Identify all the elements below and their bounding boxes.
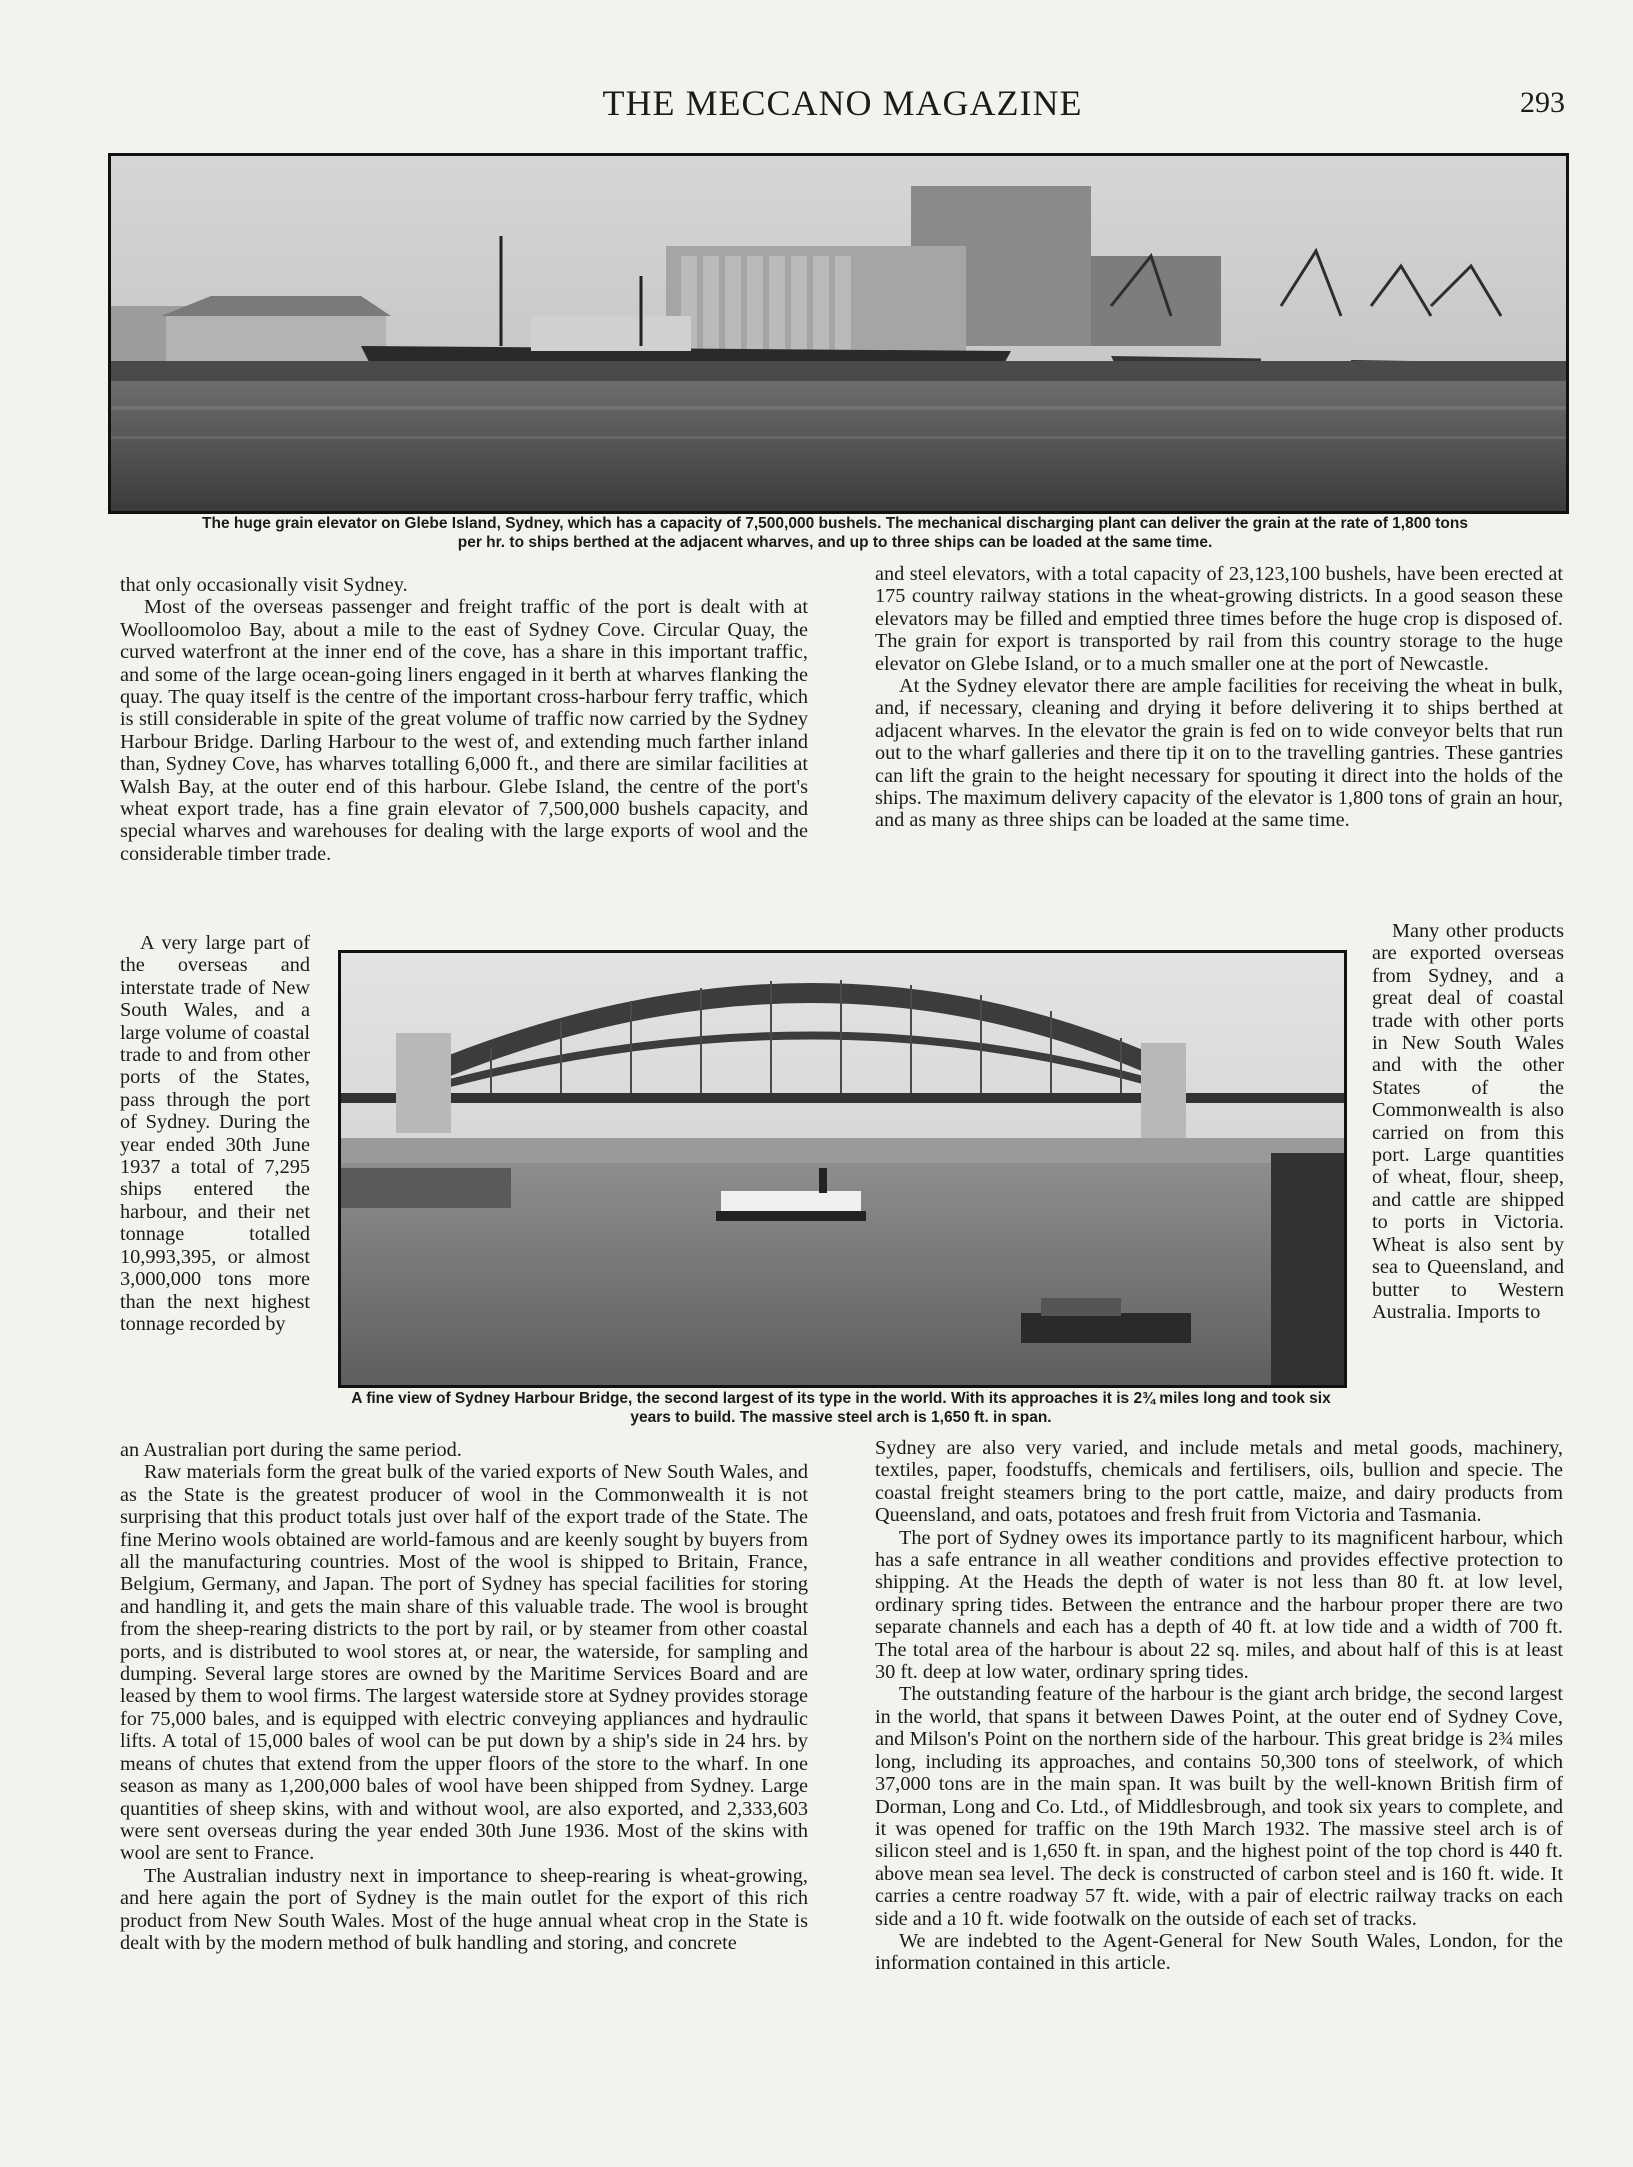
right-column-top: [875, 563, 1563, 832]
right-column-bottom: [875, 1437, 1563, 1975]
right-paragraph-6: We are indebted to the Agent-General for New South Wales, London, for the information contained in this article.: [875, 1929, 1563, 1975]
harbour-bridge-caption: A fine view of Sydney Harbour Bridge, the second largest of its type in the world. With its approaches it is 2¾ miles long and took six years to build. The massive steel arch is 1,650 ft. in span.: [351, 1390, 1331, 1426]
right-narrow-text: Many other products are exported overseas from Sydney, and a great deal of coastal trade with other ports in New South Wales and with the other States of the Commonwealth is also carried on from this port. Large quantities of wheat, flour, sheep, and cattle are shipped to ports in Victoria. Wheat is also sent by sea to Queensland, and butter to Western Australia. Imports to: [1372, 920, 1564, 1323]
left-column-top: [120, 574, 808, 865]
right-paragraph-3: Sydney are also very varied, and include metals and metal goods, machinery, textiles, paper, foodstuffs, chemicals and fertilisers, oils, bullion and specie. The coastal freight steamers bring to the port cattle, maize, and dairy products from Queensland, and oats, potatoes and fresh fruit from Victoria and Tasmania.: [875, 1437, 1563, 1527]
right-paragraph-1: and steel elevators, with a total capacity of 23,123,100 bushels, have been erected at 175 country railway stations in the wheat-growing districts. In a good season these elevators may be filled and emptied three times before the huge crop is disposed of. The grain for export is transported by rail from this country storage to the huge elevator on Glebe Island, or to a much smaller one at the port of Newcastle.: [875, 563, 1563, 675]
grain-elevator-photo: [108, 153, 1569, 514]
harbour-bridge-illustration: [341, 953, 1344, 1385]
left-paragraph-2: Most of the overseas passenger and freight traffic of the port is dealt with at Woolloomoloo Bay, about a mile to the east of Sydney Cove. Circular Quay, the curved waterfront at the inner end of the cove, has a share in this important traffic, and some of the large ocean-going liners engaged in it berth at wharves flanking the quay. The quay itself is the centre of the important cross-harbour ferry traffic, which is still considerable in spite of the great volume of traffic now carried by the Sydney Harbour Bridge. Darling Harbour to the west of, and extending much farther inland than, Sydney Cove, has wharves totalling 6,000 ft., and there are similar facilities at Walsh Bay, at the outer end of this harbour. Glebe Island, the centre of the port's wheat export trade, has a fine grain elevator of 7,500,000 bushels capacity, and special wharves and warehouses for dealing with the large exports of wool and the considerable timber trade.: [120, 596, 808, 865]
left-narrow-text: A very large part of the overseas and interstate trade of New South Wales, and a large volume of coastal trade to and from other ports of the States, pass through the port of Sydney. During the year ended 30th June 1937 a total of 7,295 ships entered the harbour, and their net tonnage totalled 10,993,395, or almost 3,000,000 tons more than the next highest tonnage recorded by: [120, 932, 310, 1335]
left-paragraph-3: an Australian port during the same period.: [120, 1439, 462, 1461]
magazine-title: THE MECCANO MAGAZINE: [602, 83, 1083, 123]
page-header: [110, 82, 1575, 132]
grain-elevator-illustration: [111, 156, 1566, 511]
grain-elevator-caption: The huge grain elevator on Glebe Island, Sydney, which has a capacity of 7,500,000 bushels. The mechanical discharging plant can deliver the grain at the rate of 1,800 tons per hr. to ships berthed at the adjacent wharves, and up to three ships can be loaded at the same time.: [202, 515, 1468, 551]
right-paragraph-5: The outstanding feature of the harbour is the giant arch bridge, the second largest in the world, that spans it between Dawes Point, at the outer end of Sydney Cove, and Milson's Point on the northern side of the harbour. This great bridge is 2¾ miles long, including its approaches, and contains 50,300 tons of steelwork, of which 37,000 tons are in the main span. It was built by the well-known British firm of Dorman, Long and Co. Ltd., of Middlesbrough, and took six years to complete, and it was opened for traffic on the 19th March 1932. The massive steel arch is of silicon steel and is 1,650 ft. in span, and the highest point of the top chord is 440 ft. above mean sea level. The deck is constructed of carbon steel and is 160 ft. wide. It carries a centre roadway 57 ft. wide, with a pair of electric railway tracks on each side and a 10 ft. wide footwalk on the outside of each set of tracks.: [875, 1683, 1563, 1930]
left-column-bottom: [120, 1439, 808, 1954]
page-number: 293: [1520, 86, 1565, 119]
left-paragraph-5: The Australian industry next in importance to sheep-rearing is wheat-growing, and here again the port of Sydney is the main outlet for the export of this rich product from New South Wales. Most of the huge annual wheat crop in the State is dealt with by the modern method of bulk handling and storing, and concrete: [120, 1864, 808, 1954]
harbour-bridge-photo: [338, 950, 1347, 1388]
right-paragraph-2: At the Sydney elevator there are ample facilities for receiving the wheat in bulk, and, if necessary, cleaning and drying it before delivering it to ships berthed at adjacent wharves. In the elevator the grain is fed on to wide conveyor belts that run out to the wharf galleries and there tip it on to the travelling gantries. These gantries can lift the grain to the height necessary for spouting it direct into the holds of the ships. The maximum delivery capacity of the elevator is 1,800 tons of grain an hour, and as many as three ships can be loaded at the same time.: [875, 675, 1563, 832]
left-paragraph-1: that only occasionally visit Sydney.: [120, 574, 408, 596]
right-paragraph-4: The port of Sydney owes its importance partly to its magnificent harbour, which has a safe entrance in all weather conditions and provides effective protection to shipping. At the Heads the depth of water is not less than 80 ft. at low level, ordinary spring tides. Between the entrance and the harbour proper there are two separate channels and each has a depth of 40 ft. at low tide and a width of 700 ft. The total area of the harbour is about 22 sq. miles, and about half of this is at least 30 ft. deep at low water, ordinary spring tides.: [875, 1526, 1563, 1684]
left-paragraph-4: Raw materials form the great bulk of the varied exports of New South Wales, and as the State is the greatest producer of wool in the Commonwealth it is not surprising that this product totals just over half of the export trade of the State. The fine Merino wools obtained are world-famous and are keenly sought by buyers from all the manufacturing countries. Most of the wool is shipped to Britain, France, Belgium, Germany, and Japan. The port of Sydney has special facilities for storing and handling it, and gets the main share of this valuable trade. The wool is brought from the sheep-rearing districts to the port by rail, or by steamer from other coastal ports, and is distributed to wool stores at, or near, the waterside, for sampling and dumping. Several large stores are owned by the Maritime Services Board and are leased by them to wool firms. The largest waterside store at Sydney provides storage for 75,000 bales, and is equipped with electric conveying appliances and hydraulic lifts. A total of 15,000 bales of wool can be put down by a ship's side in 24 hrs. by means of chutes that extend from the upper floors of the store to the wharf. In one season as many as 1,200,000 bales of wool have been shipped from Sydney. Large quantities of sheep skins, with and without wool, are also exported, and 2,333,603 were sent overseas during the year ended 30th June 1936. Most of the skins with wool are sent to France.: [120, 1461, 808, 1865]
